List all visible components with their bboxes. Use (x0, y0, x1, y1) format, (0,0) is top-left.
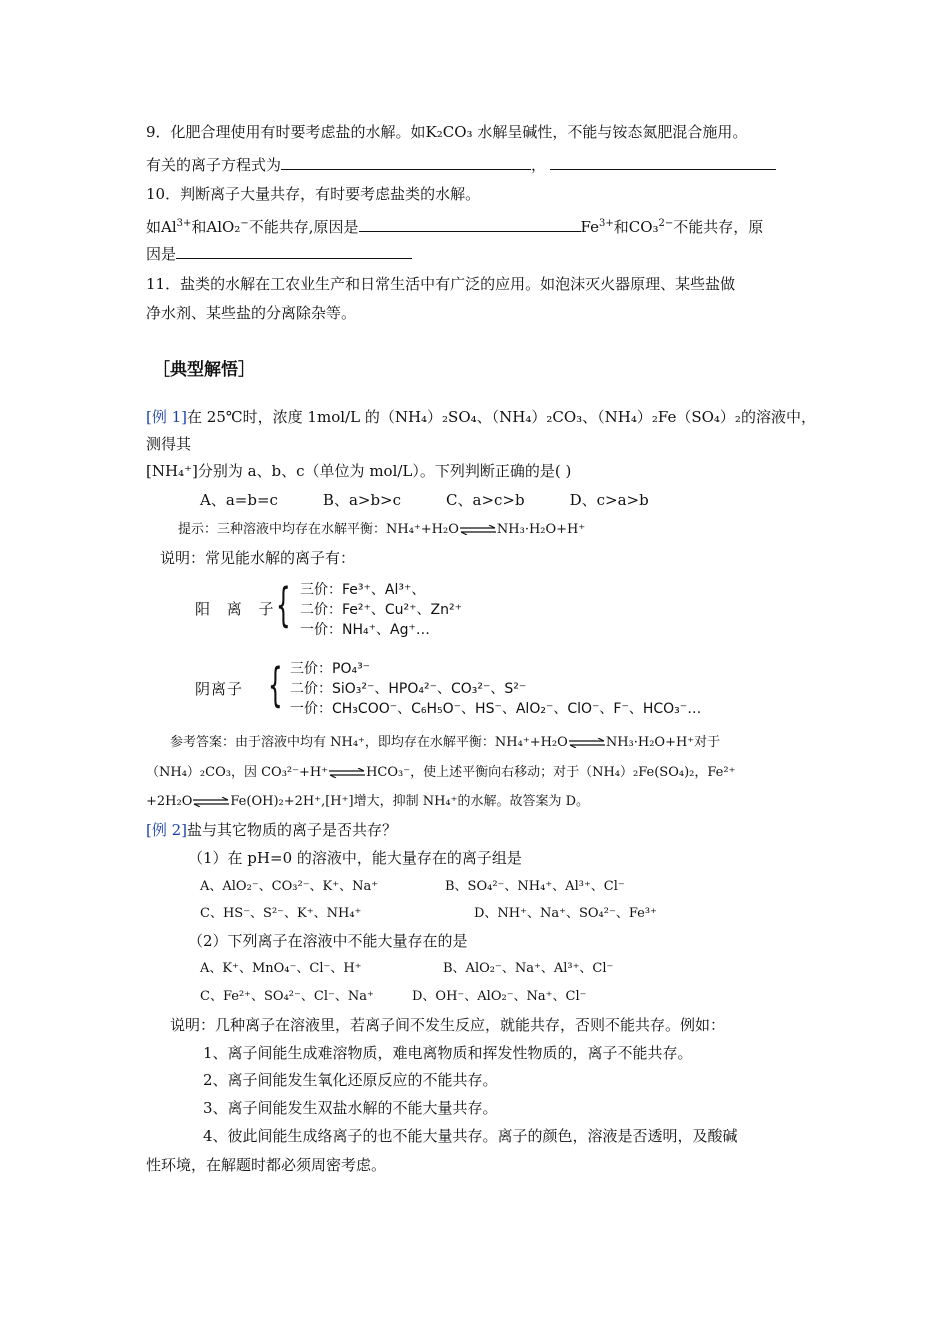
superscript: 3+ (598, 218, 614, 229)
answer-blank[interactable] (281, 155, 531, 170)
ex2-note-3: 3、离子间能发生双盐水解的不能大量共存。 (203, 1099, 498, 1117)
ex1-hint (178, 520, 585, 540)
ex2-q2-option-b: B、AlO₂⁻、Na⁺、Al³⁺、Cl⁻ (443, 961, 614, 976)
ex1-line2: 测得其 (146, 435, 192, 453)
text-run: 在 25℃时，浓度 1mol/L 的（NH₄）₂SO₄、（NH₄）₂CO₃、（NH₄）₂Fe（SO₄）₂的溶液中， (187, 408, 816, 426)
text-run: Fe (580, 218, 599, 236)
p9-line2 (146, 155, 776, 175)
text-run: Fe(OH)₂+2H⁺,[H⁺]增大，抑制 NH₄⁺的水解。故答案为 D。 (230, 794, 590, 809)
cation-row: 二价：Fe²⁺、Cu²⁺、Zn²⁺ (300, 602, 463, 618)
ex2-q2-option-c: C、Fe²⁺、SO₄²⁻、Cl⁻、Na⁺ (200, 989, 374, 1004)
ex2-q1-option-d: D、NH⁺、Na⁺、SO₄²⁻、Fe³⁺ (474, 906, 657, 921)
anion-row: 二价：SiO₃²⁻、HPO₄²⁻、CO₃²⁻、S²⁻ (290, 681, 527, 697)
ex2-note-4b: 性环境，在解题时都必须周密考虑。 (146, 1156, 387, 1174)
superscript: − (240, 218, 249, 229)
p10-line2 (146, 214, 763, 237)
cation-list (300, 580, 462, 640)
ex2-note-4a: 4、彼此间能生成络离子的也不能大量共存。离子的颜色，溶液是否透明，及酸碱 (203, 1127, 738, 1145)
anion-label: 阴离子 (195, 680, 244, 698)
ex1-answer-line3 (146, 792, 589, 812)
ex2-q2: （2）下列离子在溶液中不能大量存在的是 (188, 932, 468, 950)
brace-icon: { (268, 658, 283, 712)
text-run: NH₃·H₂O+H⁺ (496, 522, 586, 537)
text-run: +2H₂O (146, 794, 193, 809)
ex1-answer-line2 (146, 763, 735, 783)
ex2-note: 说明：几种离子在溶液里，若离子间不发生反应，就能共存，否则不能共存。例如： (170, 1016, 726, 1034)
cation-label: 阳 离 子 (195, 600, 280, 618)
text-run: 因是 (146, 245, 177, 263)
ex2-q2-option-d: D、OH⁻、AlO₂⁻、Na⁺、Cl⁻ (412, 989, 587, 1004)
ex2-q1: （1）在 pH=0 的溶液中，能大量存在的离子组是 (188, 849, 522, 867)
text-run: 不能共存,原因是 (248, 218, 359, 236)
ex2-note-2: 2、离子间能发生氧化还原反应的不能共存。 (203, 1071, 498, 1089)
answer-blank[interactable] (176, 244, 412, 259)
ex1-options: A、a=b=c B、a>b>c C、a>c>b D、c>a>b (200, 491, 649, 509)
answer-blank[interactable] (550, 155, 776, 170)
ex1-line3: [NH₄⁺]分别为 a、b、c（单位为 mol/L）。下列判断正确的是( ) (146, 462, 572, 480)
p10-line1: 10．判断离子大量共存，有时要考虑盐类的水解。 (146, 185, 481, 203)
p9-line1: 9．化肥合理使用有时要考虑盐的水解。如K₂CO₃ 水解呈碱性，不能与铵态氮肥混合施用。 (146, 123, 748, 141)
equilibrium-arrow-icon (459, 525, 497, 535)
section-heading: ［典型解悟］ (153, 360, 255, 380)
ex2-title-line (146, 820, 397, 840)
cation-row: 三价：Fe³⁺、Al³⁺、 (300, 582, 426, 598)
p11-line1: 11．盐类的水解在工农业生产和日常生活中有广泛的应用。如泡沫灭火器原理、某些盐做 (146, 275, 736, 293)
text-run: 和AlO₂ (191, 218, 241, 236)
p10-line3 (146, 244, 412, 264)
ex1-answer-line1 (170, 733, 720, 753)
example-tag: [例 1] (146, 408, 188, 426)
anion-list (290, 659, 701, 719)
ex2-note-1: 1、离子间能生成难溶物质，难电离物质和挥发性物质的，离子不能共存。 (203, 1044, 693, 1062)
text-run: （NH₄）₂CO₃，因 CO₃²⁻+H⁺ (146, 765, 329, 780)
text-run: 和CO₃ (613, 218, 659, 236)
ex2-q1-option-a: A、AlO₂⁻、CO₃²⁻、K⁺、Na⁺ (200, 879, 379, 894)
ex2-q2-option-a: A、K⁺、MnO₄⁻、Cl⁻、H⁺ (200, 961, 362, 976)
ex2-q1-option-c: C、HS⁻、S²⁻、K⁺、NH₄⁺ (200, 906, 362, 921)
p9-prefix: 有关的离子方程式为 (146, 156, 282, 174)
text-run: 如Al (146, 218, 177, 236)
example-tag: [例 2] (146, 821, 188, 839)
ex1-line1 (146, 407, 816, 427)
ex1-note: 说明：常见能水解的离子有： (160, 549, 356, 567)
equilibrium-arrow-icon (568, 738, 606, 748)
text-run: NH₃·H₂O+H⁺对于 (605, 735, 721, 750)
answer-blank[interactable] (359, 217, 581, 232)
text-run: HCO₃⁻，使上述平衡向右移动；对于（NH₄）₂Fe(SO₄)₂，Fe²⁺ (366, 765, 736, 780)
text-run: 不能共存，原 (673, 218, 764, 236)
cation-row: 一价：NH₄⁺、Ag⁺… (300, 622, 430, 638)
text-run: 盐与其它物质的离子是否共存？ (187, 821, 398, 839)
ex2-q1-option-b: B、SO₄²⁻、NH₄⁺、Al³⁺、Cl⁻ (445, 879, 625, 894)
brace-icon: { (276, 578, 291, 632)
p9-sep: ， (531, 156, 547, 174)
superscript: 2− (658, 218, 674, 229)
equilibrium-arrow-icon (328, 768, 366, 778)
p11-line2: 净水剂、某些盐的分离除杂等。 (146, 304, 357, 322)
superscript: 3+ (176, 218, 192, 229)
anion-row: 三价：PO₄³⁻ (290, 661, 371, 677)
anion-row: 一价：CH₃COO⁻、C₆H₅O⁻、HS⁻、AlO₂⁻、ClO⁻、F⁻、HCO₃⁻… (290, 701, 702, 717)
text-run: 参考答案：由于溶液中均有 NH₄⁺，即均存在水解平衡：NH₄⁺+H₂O (170, 735, 568, 750)
equilibrium-arrow-icon (192, 797, 230, 807)
text-run: 提示：三种溶液中均存在水解平衡：NH₄⁺+H₂O (178, 522, 459, 537)
